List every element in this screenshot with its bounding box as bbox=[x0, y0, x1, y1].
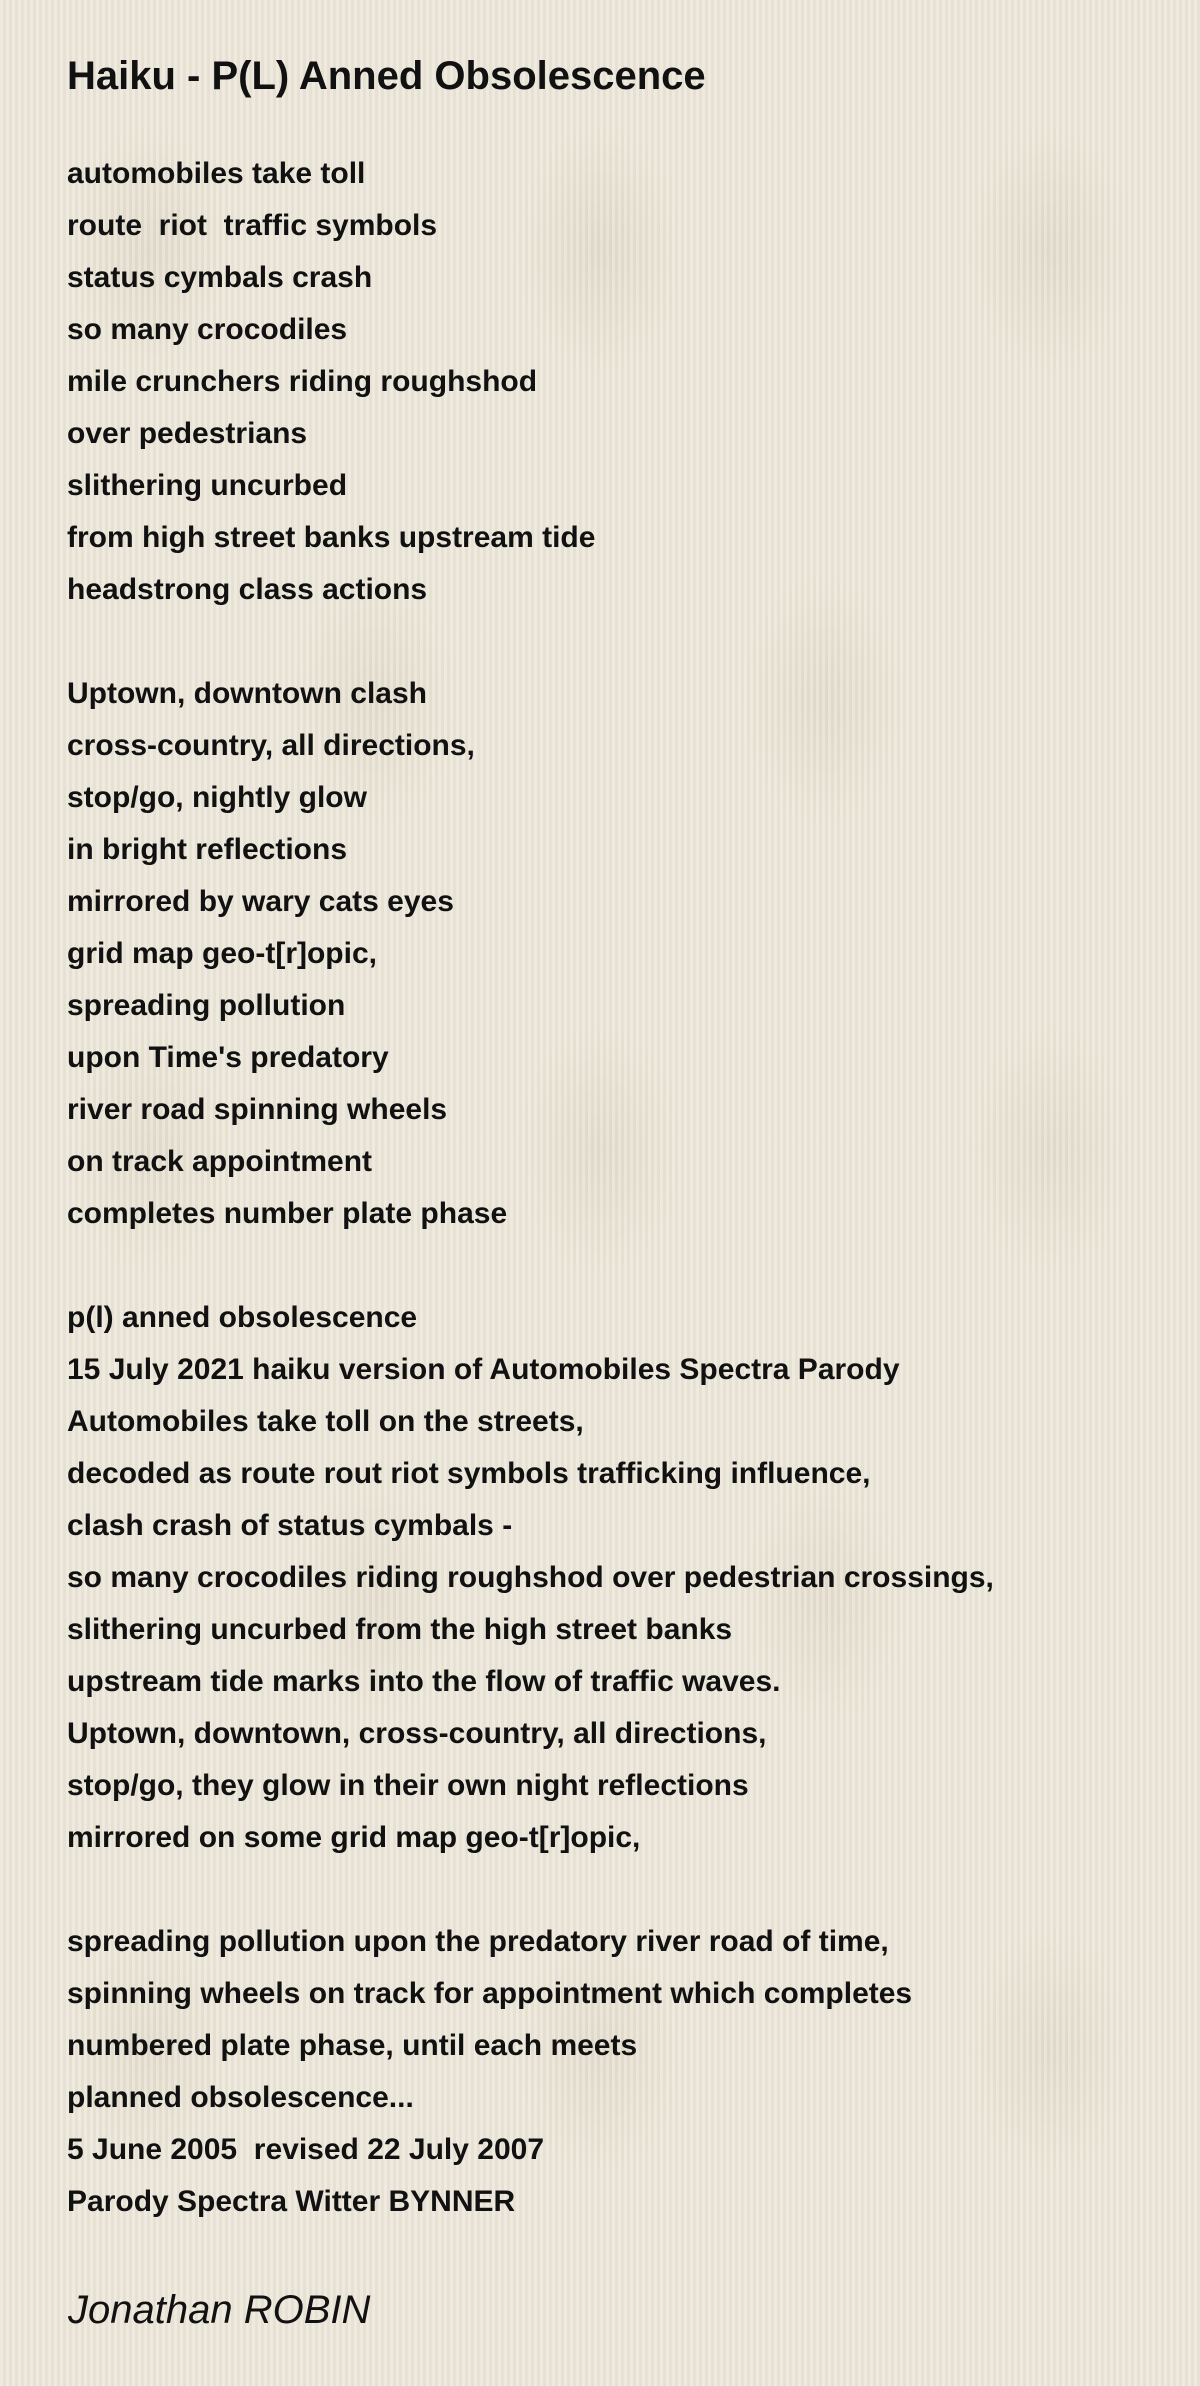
poem-line: stop/go, nightly glow bbox=[67, 781, 367, 814]
poem-line: upstream tide marks into the flow of traffic waves. bbox=[67, 1665, 781, 1698]
poem-line: 5 June 2005 revised 22 July 2007 bbox=[67, 2133, 544, 2166]
poem-author: Jonathan ROBIN bbox=[68, 2288, 371, 2332]
poem-line: planned obsolescence... bbox=[67, 2081, 414, 2114]
poem-line: mile crunchers riding roughshod bbox=[67, 365, 538, 398]
poem-line: river road spinning wheels bbox=[67, 1093, 448, 1126]
poem-line: clash crash of status cymbals - bbox=[67, 1509, 513, 1542]
poem-line: Uptown, downtown clash bbox=[67, 677, 427, 710]
stanza-break bbox=[67, 616, 1167, 668]
poem-line: on track appointment bbox=[67, 1145, 373, 1178]
poem-line: decoded as route rout riot symbols trafficking influence, bbox=[67, 1457, 871, 1490]
stanza-break bbox=[67, 1864, 1167, 1916]
poem-line: Uptown, downtown, cross-country, all directions, bbox=[67, 1717, 767, 1750]
poem-line: headstrong class actions bbox=[67, 573, 428, 606]
poem-line: upon Time's predatory bbox=[67, 1041, 389, 1074]
poem-line: completes number plate phase bbox=[67, 1197, 508, 1230]
poem-line: spreading pollution bbox=[67, 989, 346, 1022]
poem-line: over pedestrians bbox=[67, 417, 308, 450]
poem-line: spreading pollution upon the predatory river road of time, bbox=[67, 1925, 889, 1958]
poem-line: cross-country, all directions, bbox=[67, 729, 475, 762]
poem-line: from high street banks upstream tide bbox=[67, 521, 596, 554]
poem-line: Parody Spectra Witter BYNNER bbox=[67, 2185, 516, 2218]
poem-line: automobiles take toll bbox=[67, 157, 366, 190]
poem-line: so many crocodiles riding roughshod over pedestrian crossings, bbox=[67, 1561, 994, 1594]
stanza-break bbox=[67, 1240, 1167, 1292]
poem-line: slithering uncurbed from the high street banks bbox=[67, 1613, 733, 1646]
poem-line: numbered plate phase, until each meets bbox=[67, 2029, 638, 2062]
poem-line: so many crocodiles bbox=[67, 313, 348, 346]
poem-line: slithering uncurbed bbox=[67, 469, 348, 502]
poem-line: grid map geo-t[r]opic, bbox=[67, 937, 377, 970]
poem-body bbox=[67, 148, 1167, 2228]
poem-line: status cymbals crash bbox=[67, 261, 373, 294]
poem-line: 15 July 2021 haiku version of Automobiles Spectra Parody bbox=[67, 1353, 900, 1386]
poem-line: stop/go, they glow in their own night reflections bbox=[67, 1769, 749, 1802]
poem-line: Automobiles take toll on the streets, bbox=[67, 1405, 584, 1438]
poem-line: mirrored on some grid map geo-t[r]opic, bbox=[67, 1821, 641, 1854]
poem-line: route riot traffic symbols bbox=[67, 209, 438, 242]
poem-line: p(l) anned obsolescence bbox=[67, 1301, 418, 1334]
poem-line: mirrored by wary cats eyes bbox=[67, 885, 454, 918]
poem-line: spinning wheels on track for appointment which completes bbox=[67, 1977, 913, 2010]
poem-title: Haiku - P(L) Anned Obsolescence bbox=[67, 54, 706, 98]
poem-line: in bright reflections bbox=[67, 833, 348, 866]
